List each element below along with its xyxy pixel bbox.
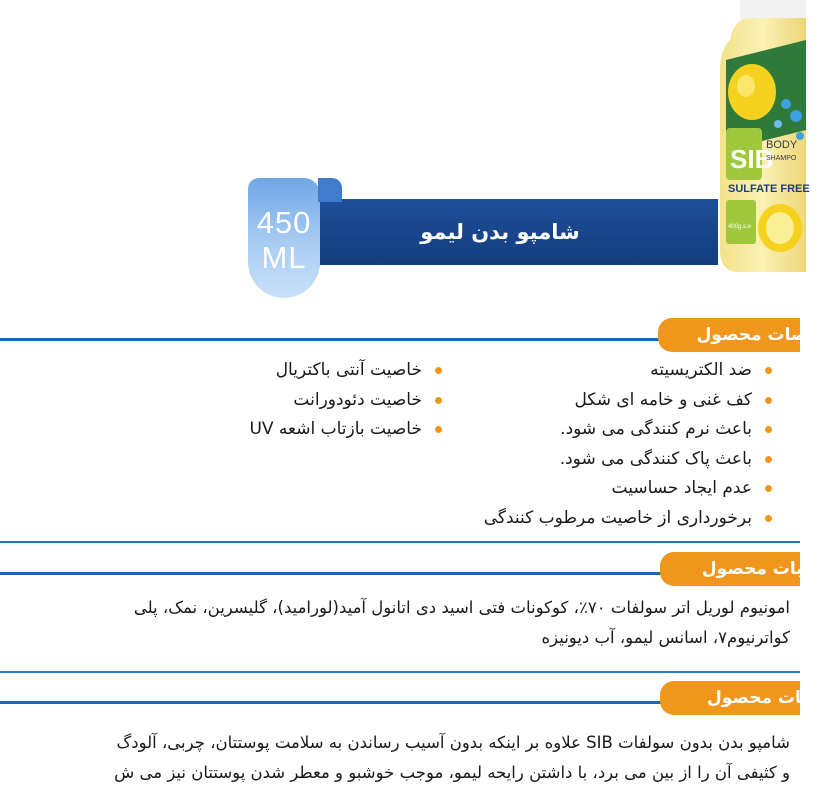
feature-item: کف غنی و خامه ای شکل: [484, 386, 772, 416]
features-list-right: [484, 356, 772, 533]
ingredients-line-2: کواترنیوم۷، اسانس لیمو، آب دیونیزه: [541, 628, 790, 647]
bullet-dot-icon: [765, 515, 772, 522]
bottle-line3-text: SULFATE FREE: [728, 183, 810, 195]
feature-item: خاصیت بازتاب اشعه UV: [249, 415, 442, 445]
product-bottle-image: [716, 0, 810, 272]
bullet-dot-icon: [765, 367, 772, 374]
feature-item: ضد الکتریسیته: [484, 356, 772, 386]
feature-item: برخورداری از خاصیت مرطوب کنندگی: [484, 504, 772, 534]
features-list-left: [249, 356, 442, 445]
features-bottom-divider: [0, 541, 800, 543]
bullet-dot-icon: [435, 426, 442, 433]
bullet-dot-icon: [435, 397, 442, 404]
bullet-dot-icon: [765, 426, 772, 433]
feature-item: عدم ایجاد حساسیت: [484, 474, 772, 504]
feature-item: خاصیت دئودورانت: [249, 386, 442, 416]
feature-item: باعث پاک کنندگی می شود.: [484, 445, 772, 475]
bottle-line2-text: SHAMPO: [766, 155, 797, 162]
description-line-2: و کثیفی آن را از بین می برد، با داشتن رایحه لیمو، موجب خوشبو و معطر شدن پوستتان نیز می ش: [114, 763, 790, 782]
feature-item: باعث نرم کنندگی می شود.: [484, 415, 772, 445]
volume-unit: ML: [261, 240, 307, 275]
bottle-line1-text: BODY: [766, 139, 798, 151]
ingredients-header: کیبات محصول: [660, 552, 800, 586]
bullet-dot-icon: [765, 456, 772, 463]
description-header: یحات محصول: [660, 681, 800, 715]
bottle-weight-text: 400g.s.e: [728, 224, 752, 230]
ingredients-line-1: امونیوم لوریل اتر سولفات ۷۰٪، کوکونات فتی اسید دی اتانول آمید(لورامید)، گلیسرین، نمک، پلی: [133, 598, 790, 617]
description-line-1: شامپو بدن بدون سولفات SIB علاوه بر اینکه بدون آسیب رساندن به سلامت پوستتان، چربی، آلودگ: [116, 733, 790, 752]
volume-tag-fold: [318, 178, 342, 202]
features-header: خصات محصول: [658, 318, 800, 352]
bottle-brand-text: SIB: [730, 144, 774, 174]
bullet-dot-icon: [765, 397, 772, 404]
bullet-dot-icon: [765, 485, 772, 492]
feature-item: خاصیت آنتی باکتریال: [249, 356, 442, 386]
product-title: شامپو بدن لیمو: [420, 220, 580, 244]
bullet-dot-icon: [435, 367, 442, 374]
ingredients-bottom-divider: [0, 671, 800, 673]
volume-number: 450: [256, 205, 312, 240]
